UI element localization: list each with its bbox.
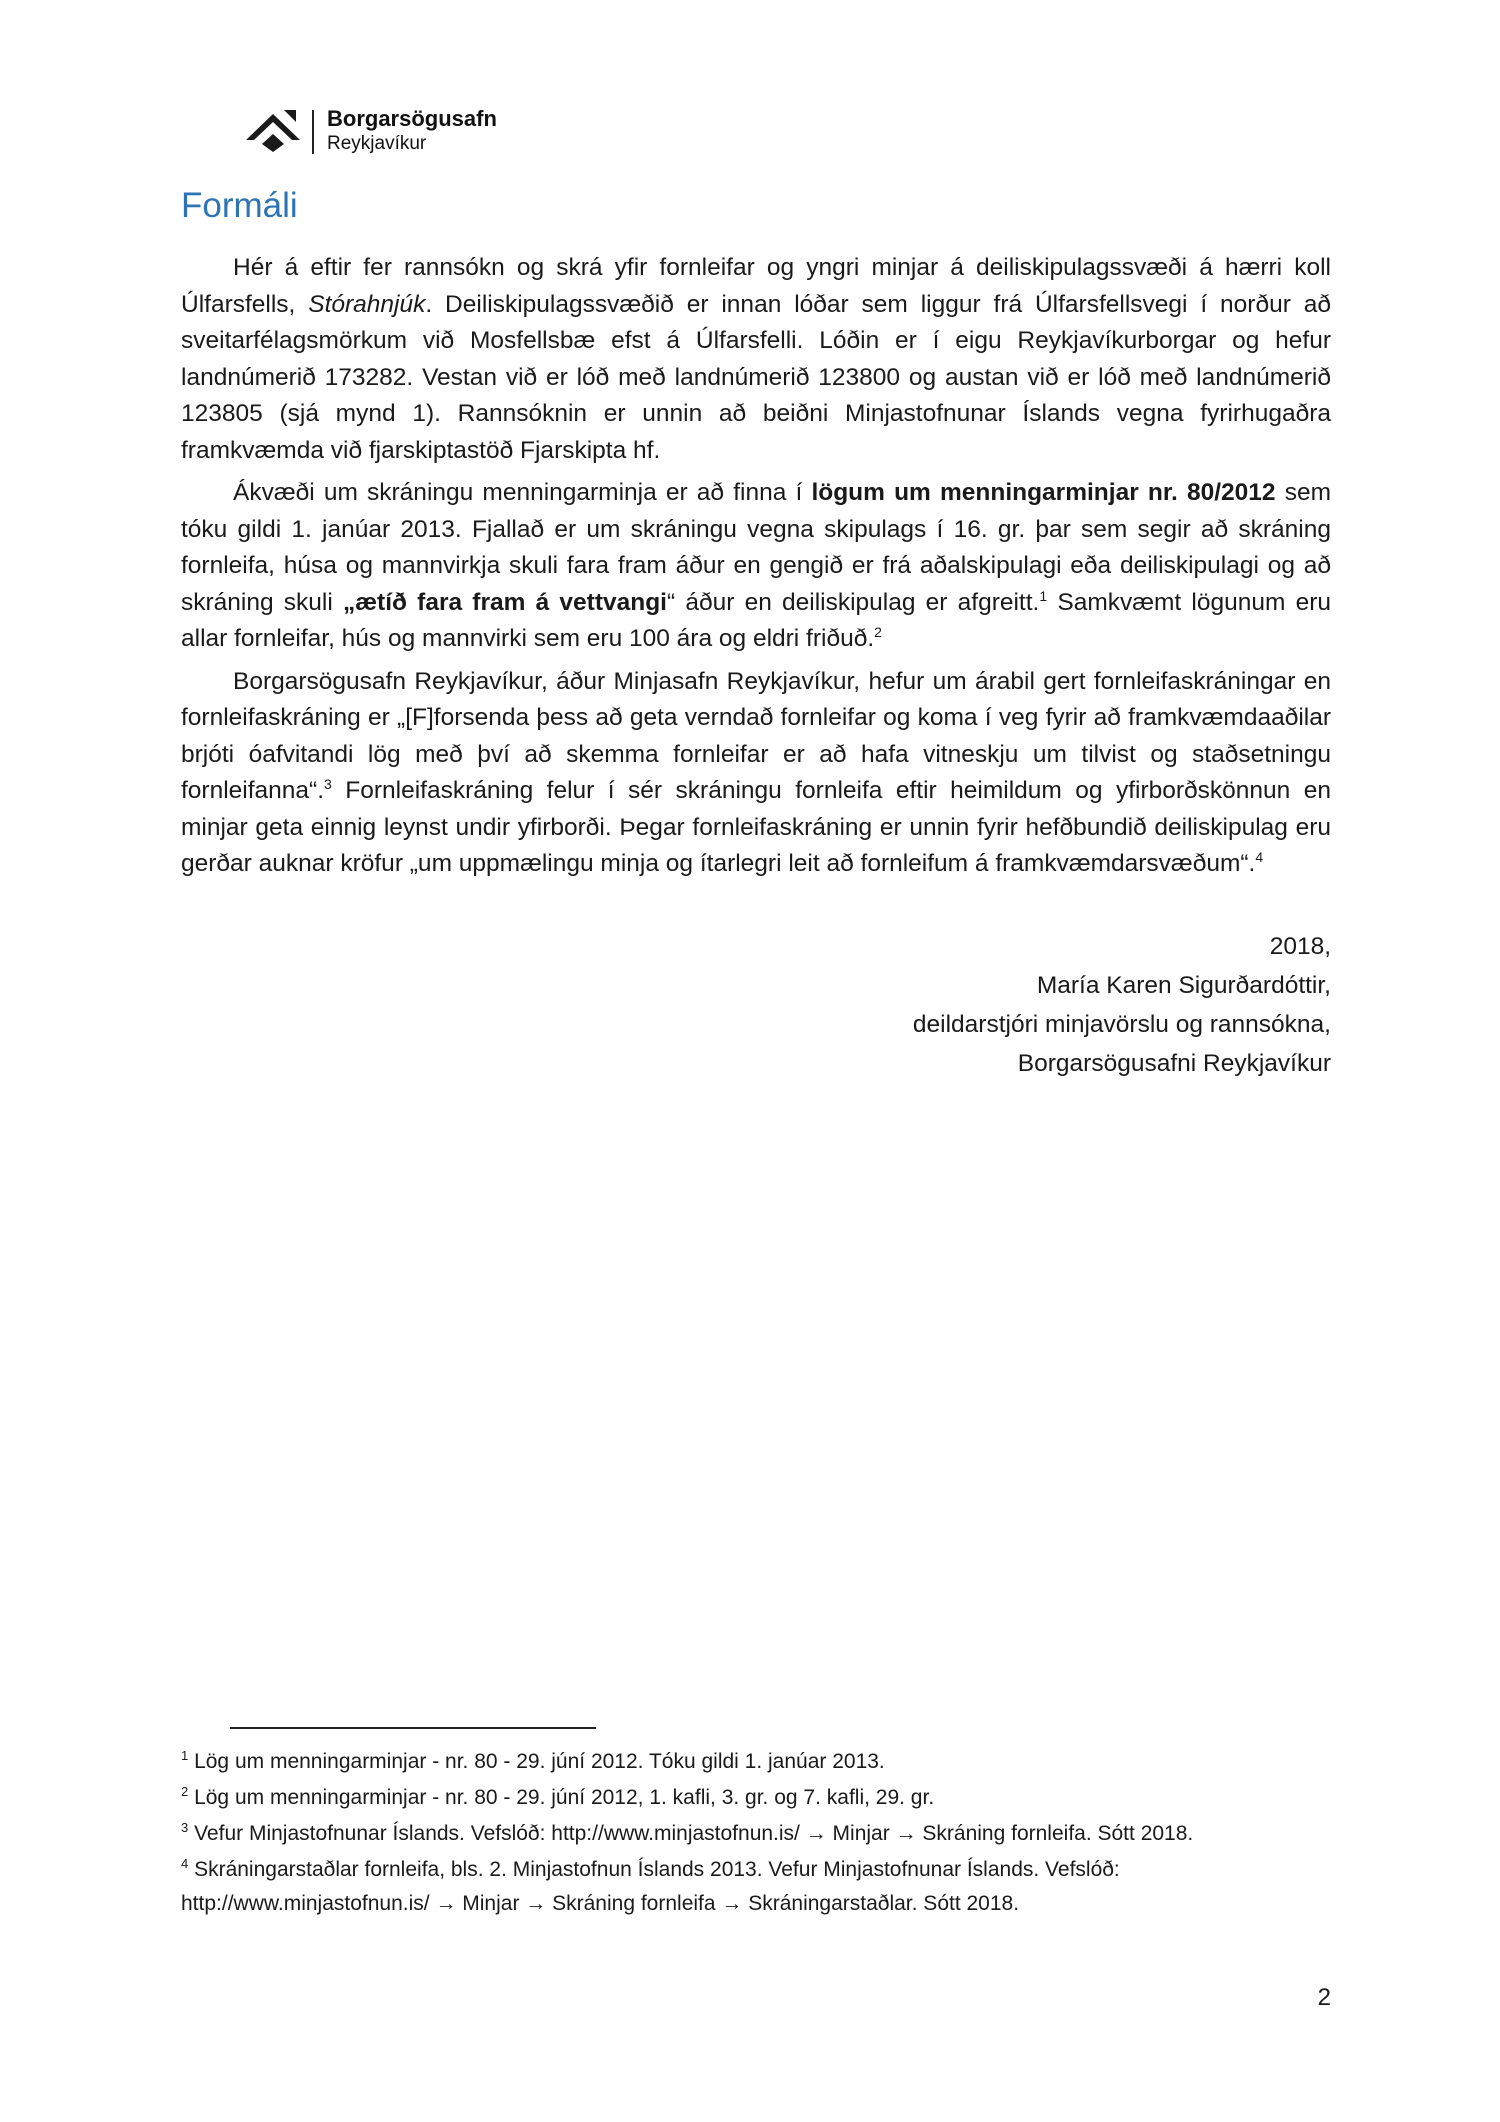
logo-mark-icon <box>244 106 304 152</box>
footnote-divider <box>230 1727 596 1729</box>
footnote-ref-2[interactable]: 2 <box>874 623 882 640</box>
law-reference: lögum um menningarminjar nr. 80/2012 <box>811 479 1276 506</box>
footnotes <box>181 1745 1331 1923</box>
logo-subtitle: Reykjavíkur <box>327 133 427 154</box>
footnote: $^3$ Vefur Minjastofnunar Íslands. Vefslóð: http://www.minjastofnun.is/ → Minjar → Skráning fornleifa. Sótt 2018. <box>181 1820 1194 1845</box>
page-number: 2 <box>1317 1984 1331 2011</box>
signature-name: María Karen Sigurðardóttir, <box>1036 972 1331 999</box>
signature-role: deildarstjóri minjavörslu og rannsókna, <box>912 1011 1331 1038</box>
paragraph-3: Borgarsögusafn Reykjavíkur, áður Minjasafn Reykjavíkur, hefur um árabil gert fornleifaskráningar en fornleifaskráning er „[F]forsenda þess að geta verndað fornleifar og koma í veg fyrir að framkvæmdaaðilar brjóti óafvitandi lög með því að skemma fornleifar er að hafa vitneskju um tilvist og staðsetningu fornleifanna“.$^3$ Fornleifaskráning felur í sér skráningu fornleifa eftir heimildum og yfirborðskönnun en minjar geta einnig leynst undir yfirborði. Þegar fornleifaskráning er unnin fyrir hefðbundið deiliskipulag eru gerðar auknar kröfur „um uppmælingu minja og ítarlegri leit að fornleifum á framkvæmdarsvæðum“.$^4$ <box>181 667 1331 877</box>
signature-year: 2018, <box>1269 933 1331 960</box>
footnote-ref-3[interactable]: 3 <box>324 775 332 792</box>
footnote: $^1$ Lög um menningarminjar - nr. 80 - 29. júní 2012. Tóku gildi 1. janúar 2013. <box>181 1748 885 1773</box>
footnote-ref-4[interactable]: 4 <box>1255 848 1264 865</box>
logo-divider <box>312 110 314 154</box>
logo-name: Borgarsögusafn <box>327 106 497 131</box>
paragraph-1: Hér á eftir fer rannsókn og skrá yfir fornleifar og yngri minjar á deiliskipulagssvæði á hærri koll Úlfarsfells, Stórahnjúk. Deiliskipulagssvæðið er innan lóðar sem liggur frá Úlfarsfellsvegi í norður að sveitarfélagsmörkum við Mosfellsbæ efst á Úlfarsfelli. Lóðin er í eigu Reykjavíkurborgar og hefur landnúmerið 173282. Vestan við er lóð með landnúmerið 123800 og austan við er lóð með landnúmerið 123805 (sjá mynd 1). Rannsóknin er unnin að beiðni Minjastofnunar Íslands vegna fyrirhugaðra framkvæmda við fjarskiptastöð Fjarskipta hf. <box>181 254 1331 464</box>
paragraph-2: Ákvæði um skráningu menningarminja er að finna í lögum um menningarminjar nr. 80/2012 sem tóku gildi 1. janúar 2013. Fjallað er um skráningu vegna skipulags í 16. gr. þar sem segir að skráning fornleifa, húsa og mannvirkja skuli fara fram áður en gengið er frá aðalskipulagi eða deiliskipulagi og að skráning skuli „ætíð fara fram á vettvangi“ áður en deiliskipulag er afgreitt.$^1$ Samkvæmt lögunum eru allar fornleifar, hús og mannvirki sem eru 100 ára og eldri friðuð.$^2$ <box>181 479 1331 652</box>
page-title: Formáli <box>181 186 298 225</box>
emphasis-quote: „ætíð fara fram á vettvangi <box>343 588 667 616</box>
italic-place-name: Stórahnjúk <box>308 290 426 318</box>
footnote-ref-1[interactable]: 1 <box>1039 587 1048 604</box>
footnote: $^2$ Lög um menningarminjar - nr. 80 - 29. júní 2012, 1. kafli, 3. gr. og 7. kafli, 29. gr. <box>181 1784 935 1809</box>
footnote: $^4$ Skráningarstaðlar fornleifa, bls. 2. Minjastofnun Íslands 2013. Vefur Minjastofnunar Íslands. Vefslóð: http://www.minjastofnun.is/ → Minjar → Skráning fornleifa → Skráningarstaðlar. Sótt 2018. <box>181 1856 1120 1915</box>
signature-org: Borgarsögusafni Reykjavíkur <box>1017 1050 1331 1077</box>
signature-block <box>913 927 1331 1083</box>
body-text <box>181 250 1331 889</box>
